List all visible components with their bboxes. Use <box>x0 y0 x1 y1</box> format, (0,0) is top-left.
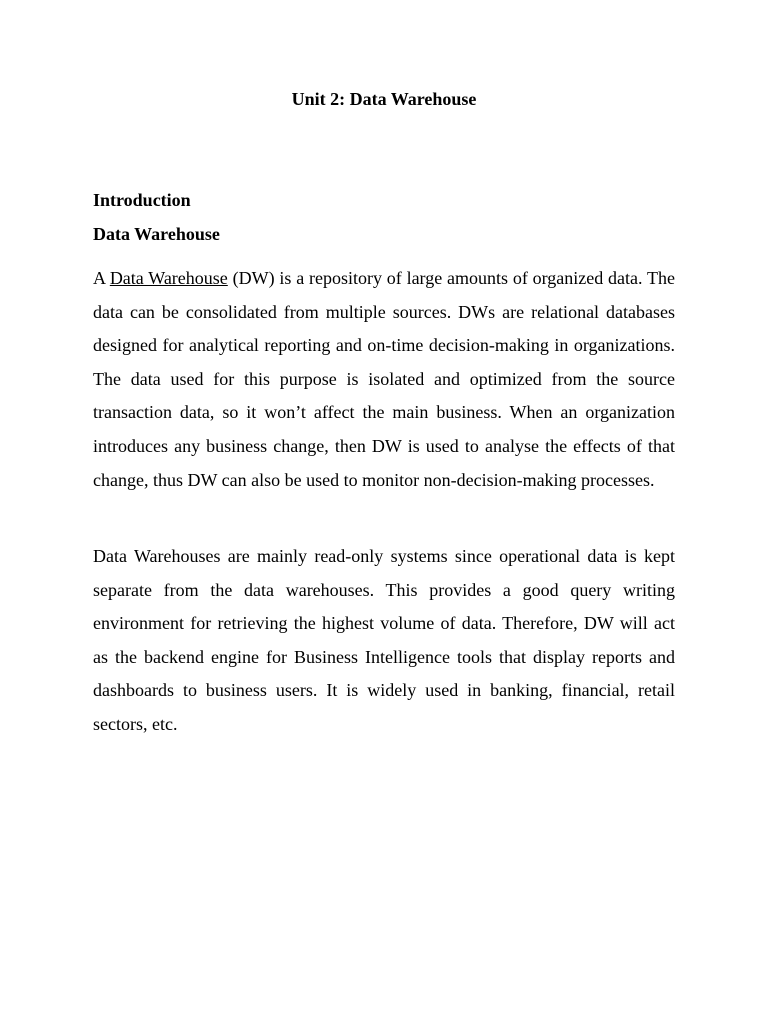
paragraph-definition <box>93 262 675 497</box>
paragraph-body: (DW) is a repository of large amounts of organized data. The data can be consolidated from multiple sources. DWs are relational databases designed for analytical reporting and on-time decision-making in organizations. The data used for this purpose is isolated and optimized from the source transaction data, so it won’t affect the main business. When an organization introduces any business change, then DW is used to analyse the effects of that change, thus DW can also be used to monitor non-decision-making processes. <box>93 268 675 490</box>
document-title: Unit 2: Data Warehouse <box>291 89 477 109</box>
introduction-heading: Introduction <box>93 190 191 210</box>
section-heading: Data Warehouse <box>93 224 220 244</box>
data-warehouse-link[interactable]: Data Warehouse <box>109 268 228 288</box>
paragraph-prefix: A <box>93 268 110 288</box>
paragraph-usage: Data Warehouses are mainly read-only systems since operational data is kept separate from the data warehouses. This provides a good query writing environment for retrieving the highest volume of data. Therefore, DW will act as the backend engine for Business Intelligence tools that display reports and dashboards to business users. It is widely used in banking, financial, retail sectors, etc. <box>93 546 675 734</box>
